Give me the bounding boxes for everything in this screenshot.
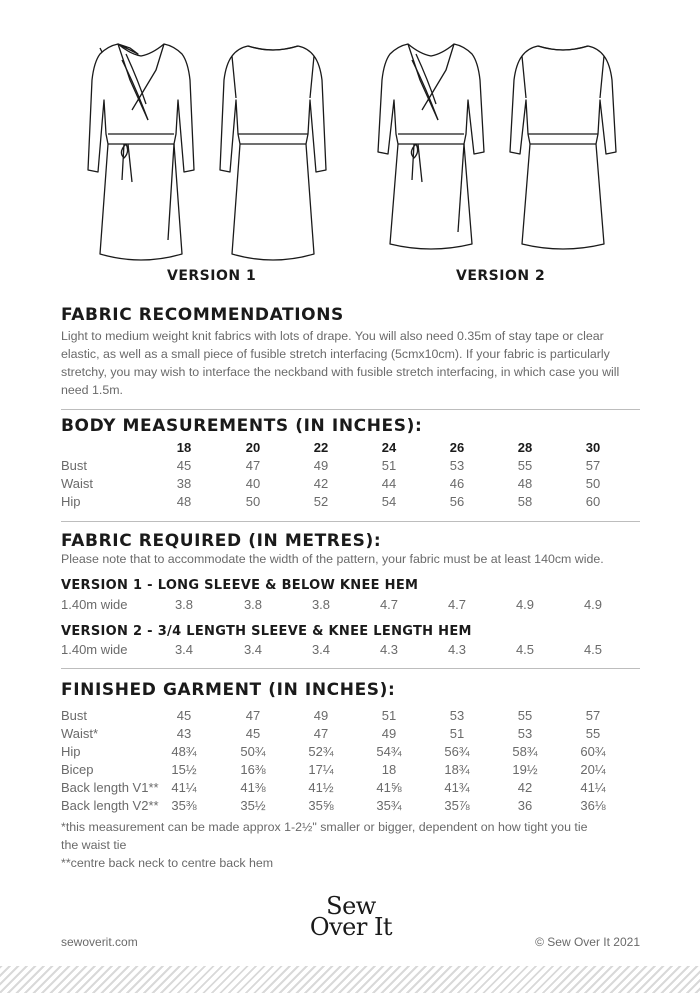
table-cell: 36⅛ bbox=[580, 798, 606, 813]
size-header: 22 bbox=[313, 440, 329, 455]
table-cell: 15½ bbox=[171, 762, 197, 777]
table-cell: 45 bbox=[245, 726, 261, 741]
table-row bbox=[61, 597, 643, 615]
row-label: Hip bbox=[61, 744, 81, 759]
table-cell: 50 bbox=[245, 494, 261, 509]
table-cell: 47 bbox=[245, 458, 261, 473]
size-header-row bbox=[61, 440, 643, 458]
row-label: Hip bbox=[61, 494, 81, 509]
table-cell: 50¾ bbox=[240, 744, 266, 759]
table-cell: 4.7 bbox=[447, 597, 467, 612]
version2-subtitle: VERSION 2 - 3/4 LENGTH SLEEVE & KNEE LENGTH HEM bbox=[61, 624, 472, 639]
table-cell: 4.7 bbox=[379, 597, 399, 612]
table-cell: 52 bbox=[313, 494, 329, 509]
table-cell: 45 bbox=[176, 708, 192, 723]
row-label: Back length V1** bbox=[61, 780, 159, 795]
table-cell: 55 bbox=[517, 458, 533, 473]
version2-label: VERSION 2 bbox=[456, 268, 546, 284]
row-label: Waist bbox=[61, 476, 94, 491]
divider bbox=[61, 409, 640, 410]
table-cell: 51 bbox=[381, 708, 397, 723]
table-cell: 53 bbox=[517, 726, 533, 741]
table-cell: 18¾ bbox=[444, 762, 470, 777]
table-cell: 18 bbox=[381, 762, 397, 777]
table-cell: 42 bbox=[313, 476, 329, 491]
table-cell: 4.5 bbox=[515, 642, 535, 657]
table-row bbox=[61, 642, 643, 660]
table-cell: 56¾ bbox=[444, 744, 470, 759]
table-cell: 48 bbox=[176, 494, 192, 509]
version2-back-sketch bbox=[508, 40, 618, 262]
finished-garment-title: FINISHED GARMENT (IN INCHES): bbox=[61, 680, 396, 700]
table-cell: 44 bbox=[381, 476, 397, 491]
fabric-width-note: Please note that to accommodate the width of the pattern, your fabric must be at least 140cm wide. bbox=[61, 552, 604, 566]
table-cell: 45 bbox=[176, 458, 192, 473]
table-cell: 52¾ bbox=[308, 744, 334, 759]
size-header: 24 bbox=[381, 440, 397, 455]
table-cell: 57 bbox=[585, 708, 601, 723]
footnote-waist-line2: the waist tie bbox=[61, 838, 127, 852]
table-cell: 57 bbox=[585, 458, 601, 473]
table-cell: 17¼ bbox=[308, 762, 334, 777]
table-cell: 38 bbox=[176, 476, 192, 491]
table-cell: 16⅜ bbox=[240, 762, 266, 777]
fabric-required-title: FABRIC REQUIRED (IN METRES): bbox=[61, 531, 382, 551]
table-cell: 41½ bbox=[308, 780, 334, 795]
row-label: Bust bbox=[61, 708, 88, 723]
table-cell: 47 bbox=[313, 726, 329, 741]
table-cell: 4.9 bbox=[515, 597, 535, 612]
table-cell: 35⅞ bbox=[444, 798, 470, 813]
table-cell: 41⅝ bbox=[376, 780, 402, 795]
table-row bbox=[61, 780, 643, 798]
size-header: 20 bbox=[245, 440, 261, 455]
row-label: Bicep bbox=[61, 762, 94, 777]
table-row bbox=[61, 798, 643, 816]
table-cell: 51 bbox=[449, 726, 465, 741]
table-cell: 20¼ bbox=[580, 762, 606, 777]
table-cell: 49 bbox=[313, 458, 329, 473]
row-label: Waist* bbox=[61, 726, 99, 741]
table-cell: 40 bbox=[245, 476, 261, 491]
table-cell: 35⅝ bbox=[308, 798, 334, 813]
table-cell: 47 bbox=[245, 708, 261, 723]
logo-line2: Over It bbox=[309, 913, 393, 941]
table-cell: 4.3 bbox=[447, 642, 467, 657]
version2-fabric-table bbox=[61, 642, 643, 660]
table-cell: 41⅜ bbox=[240, 780, 266, 795]
size-header: 28 bbox=[517, 440, 533, 455]
table-cell: 3.8 bbox=[174, 597, 194, 612]
version1-subtitle: VERSION 1 - LONG SLEEVE & BELOW KNEE HEM bbox=[61, 578, 419, 593]
version1-back-sketch bbox=[218, 40, 328, 272]
table-cell: 55 bbox=[585, 726, 601, 741]
version2-front-sketch bbox=[376, 40, 486, 262]
table-cell: 41¼ bbox=[580, 780, 606, 795]
decorative-stripe bbox=[0, 966, 700, 993]
size-header: 26 bbox=[449, 440, 465, 455]
table-cell: 48¾ bbox=[171, 744, 197, 759]
table-cell: 41¾ bbox=[444, 780, 470, 795]
version1-label: VERSION 1 bbox=[167, 268, 257, 284]
table-cell: 56 bbox=[449, 494, 465, 509]
body-measurements-table bbox=[61, 440, 643, 512]
table-cell: 49 bbox=[381, 726, 397, 741]
table-cell: 4.5 bbox=[583, 642, 603, 657]
table-cell: 35⅜ bbox=[171, 798, 197, 813]
table-cell: 3.4 bbox=[243, 642, 263, 657]
row-label: Back length V2** bbox=[61, 798, 159, 813]
version1-front-sketch bbox=[86, 40, 196, 272]
row-label: Bust bbox=[61, 458, 88, 473]
table-cell: 58 bbox=[517, 494, 533, 509]
table-row bbox=[61, 458, 643, 476]
table-cell: 54 bbox=[381, 494, 397, 509]
table-cell: 4.9 bbox=[583, 597, 603, 612]
table-row bbox=[61, 494, 643, 512]
table-cell: 36 bbox=[517, 798, 533, 813]
table-cell: 53 bbox=[449, 708, 465, 723]
table-cell: 43 bbox=[176, 726, 192, 741]
table-cell: 3.8 bbox=[243, 597, 263, 612]
body-measurements-title: BODY MEASUREMENTS (IN INCHES): bbox=[61, 416, 423, 436]
table-cell: 53 bbox=[449, 458, 465, 473]
table-row bbox=[61, 744, 643, 762]
table-cell: 50 bbox=[585, 476, 601, 491]
size-header: 18 bbox=[176, 440, 192, 455]
table-cell: 51 bbox=[381, 458, 397, 473]
table-cell: 3.4 bbox=[174, 642, 194, 657]
table-cell: 35¾ bbox=[376, 798, 402, 813]
divider bbox=[61, 668, 640, 669]
table-cell: 58¾ bbox=[512, 744, 538, 759]
divider bbox=[61, 521, 640, 522]
table-cell: 54¾ bbox=[376, 744, 402, 759]
table-cell: 46 bbox=[449, 476, 465, 491]
row-label: 1.40m wide bbox=[61, 597, 128, 612]
footnote-waist-line1: *this measurement can be made approx 1-2½" smaller or bigger, dependent on how tight you tie bbox=[61, 820, 588, 834]
website-link[interactable]: sewoverit.com bbox=[61, 935, 138, 949]
table-cell: 60 bbox=[585, 494, 601, 509]
brand-logo bbox=[296, 892, 406, 941]
table-row bbox=[61, 476, 643, 494]
table-cell: 35½ bbox=[240, 798, 266, 813]
finished-garment-table bbox=[61, 708, 643, 816]
table-cell: 3.4 bbox=[311, 642, 331, 657]
table-cell: 19½ bbox=[512, 762, 538, 777]
row-label: 1.40m wide bbox=[61, 642, 128, 657]
table-cell: 60¾ bbox=[580, 744, 606, 759]
garment-illustrations bbox=[0, 0, 700, 300]
table-row bbox=[61, 726, 643, 744]
table-cell: 4.3 bbox=[379, 642, 399, 657]
table-row bbox=[61, 708, 643, 726]
table-cell: 3.8 bbox=[311, 597, 331, 612]
footnote-back-length: **centre back neck to centre back hem bbox=[61, 856, 274, 870]
table-cell: 55 bbox=[517, 708, 533, 723]
copyright-text: © Sew Over It 2021 bbox=[535, 935, 640, 949]
fabric-recommendations-title: FABRIC RECOMMENDATIONS bbox=[61, 305, 344, 325]
size-header: 30 bbox=[585, 440, 601, 455]
table-cell: 41¼ bbox=[171, 780, 197, 795]
logo-line1: Sew bbox=[326, 892, 376, 920]
table-cell: 42 bbox=[517, 780, 533, 795]
table-cell: 48 bbox=[517, 476, 533, 491]
fabric-recommendations-text: Light to medium weight knit fabrics with lots of drape. You will also need 0.35m of stay tape or clear elastic, as well as a small piece of fusible stretch interfacing (5cmx10cm). If your fabric is particularly stretchy, you may wish to interface the neckband with fusible stretch interfacing, in which case you will need 1.5m. bbox=[61, 329, 620, 397]
table-row bbox=[61, 762, 643, 780]
table-cell: 49 bbox=[313, 708, 329, 723]
version1-fabric-table bbox=[61, 597, 643, 615]
